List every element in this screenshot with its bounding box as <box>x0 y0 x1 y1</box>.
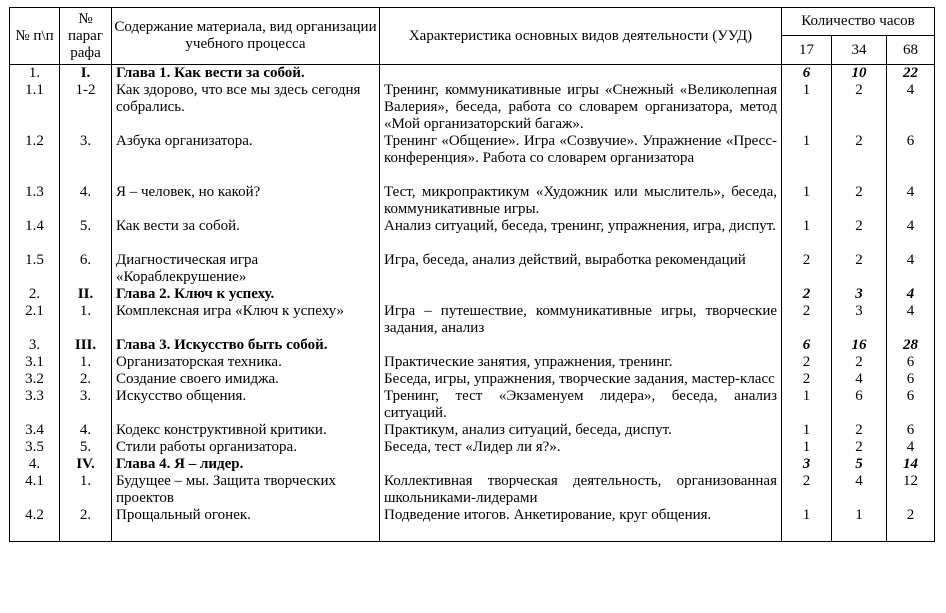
header-hours-17: 17 <box>782 36 832 65</box>
row-paragraph: 1. <box>60 354 112 371</box>
row-content: Стили работы организатора. <box>112 439 380 456</box>
row-hours-34: 2 <box>832 82 887 133</box>
header-number: № п\п <box>10 8 60 65</box>
row-hours-17: 1 <box>782 184 832 218</box>
row-hours-34: 4 <box>832 371 887 388</box>
row-characteristics: Практикум, анализ ситуаций, беседа, диспут. <box>380 422 782 439</box>
row-content: Прощальный огонек. <box>112 507 380 541</box>
row-paragraph: 1-2 <box>60 82 112 133</box>
row-content: Искусство общения. <box>112 388 380 422</box>
row-hours-34: 6 <box>832 388 887 422</box>
row-number: 3.5 <box>10 439 60 456</box>
row-characteristics <box>380 337 782 354</box>
row-number: 3.3 <box>10 388 60 422</box>
row-characteristics <box>380 456 782 473</box>
row-number: 3.4 <box>10 422 60 439</box>
row-content: Создание своего имиджа. <box>112 371 380 388</box>
row-hours-34: 2 <box>832 133 887 184</box>
plan-table-wrapper <box>9 7 935 542</box>
table-row <box>10 184 935 218</box>
row-hours-17: 2 <box>782 303 832 337</box>
header-content: Содержание материала, вид организации учебного процесса <box>112 8 380 65</box>
row-hours-34: 3 <box>832 303 887 337</box>
row-content: Диагностическая игра «Кораблекрушение» <box>112 252 380 286</box>
row-content: Как вести за собой. <box>112 218 380 252</box>
table-row <box>10 388 935 422</box>
header-hours-34: 34 <box>832 36 887 65</box>
row-characteristics: Анализ ситуаций, беседа, тренинг, упражнения, игра, диспут. <box>380 218 782 252</box>
row-content: Будущее – мы. Защита творческих проектов <box>112 473 380 507</box>
row-hours-17: 1 <box>782 388 832 422</box>
table-row <box>10 371 935 388</box>
table-row <box>10 473 935 507</box>
row-paragraph: IV. <box>60 456 112 473</box>
row-hours-68: 6 <box>887 422 935 439</box>
table-header <box>10 8 935 65</box>
row-hours-68: 6 <box>887 371 935 388</box>
row-characteristics: Коллективная творческая деятельность, организованная школьниками-лидерами <box>380 473 782 507</box>
table-row <box>10 354 935 371</box>
row-number: 1.1 <box>10 82 60 133</box>
row-number: 1.5 <box>10 252 60 286</box>
row-paragraph: 4. <box>60 184 112 218</box>
row-content: Я – человек, но какой? <box>112 184 380 218</box>
row-paragraph: I. <box>60 65 112 83</box>
row-content: Глава 3. Искусство быть собой. <box>112 337 380 354</box>
row-hours-17: 2 <box>782 286 832 303</box>
row-content: Глава 4. Я – лидер. <box>112 456 380 473</box>
row-hours-34: 5 <box>832 456 887 473</box>
row-hours-34: 2 <box>832 184 887 218</box>
row-hours-34: 4 <box>832 473 887 507</box>
row-content: Кодекс конструктивной критики. <box>112 422 380 439</box>
row-hours-17: 2 <box>782 354 832 371</box>
row-number: 4. <box>10 456 60 473</box>
row-characteristics: Беседа, игры, упражнения, творческие задания, мастер-класс <box>380 371 782 388</box>
row-hours-34: 16 <box>832 337 887 354</box>
row-hours-34: 1 <box>832 507 887 541</box>
row-hours-68: 4 <box>887 439 935 456</box>
row-paragraph: 4. <box>60 422 112 439</box>
row-characteristics: Игра – путешествие, коммуникативные игры, творческие задания, анализ <box>380 303 782 337</box>
row-content: Глава 1. Как вести за собой. <box>112 65 380 83</box>
row-hours-68: 2 <box>887 507 935 541</box>
row-hours-68: 6 <box>887 354 935 371</box>
row-hours-68: 6 <box>887 133 935 184</box>
header-characteristics: Характеристика основных видов деятельности (УУД) <box>380 8 782 65</box>
row-number: 3. <box>10 337 60 354</box>
row-content: Азбука организатора. <box>112 133 380 184</box>
row-paragraph: 1. <box>60 473 112 507</box>
row-hours-34: 2 <box>832 422 887 439</box>
header-hours: Количество часов <box>782 8 935 36</box>
row-paragraph: II. <box>60 286 112 303</box>
row-paragraph: III. <box>60 337 112 354</box>
row-paragraph: 2. <box>60 507 112 541</box>
row-paragraph: 6. <box>60 252 112 286</box>
row-hours-17: 3 <box>782 456 832 473</box>
table-row <box>10 303 935 337</box>
row-number: 2. <box>10 286 60 303</box>
row-characteristics: Тренинг, коммуникативные игры «Снежный «Великолепная Валерия», беседа, работа со словарем организатора, метод «Мой организаторский багаж». <box>380 82 782 133</box>
row-hours-17: 1 <box>782 507 832 541</box>
row-hours-17: 1 <box>782 133 832 184</box>
row-hours-68: 4 <box>887 303 935 337</box>
row-number: 1.3 <box>10 184 60 218</box>
row-hours-17: 2 <box>782 371 832 388</box>
row-hours-17: 2 <box>782 252 832 286</box>
chapter-row <box>10 286 935 303</box>
row-hours-68: 6 <box>887 388 935 422</box>
table-row <box>10 133 935 184</box>
row-paragraph: 3. <box>60 388 112 422</box>
row-number: 1.4 <box>10 218 60 252</box>
row-hours-34: 3 <box>832 286 887 303</box>
row-paragraph: 2. <box>60 371 112 388</box>
header-paragraph: № параг рафа <box>60 8 112 65</box>
row-number: 2.1 <box>10 303 60 337</box>
row-hours-68: 4 <box>887 184 935 218</box>
row-content: Организаторская техника. <box>112 354 380 371</box>
table-row <box>10 82 935 133</box>
row-content: Глава 2. Ключ к успеху. <box>112 286 380 303</box>
thematic-plan-table <box>9 7 935 542</box>
row-characteristics: Беседа, тест «Лидер ли я?». <box>380 439 782 456</box>
chapter-row <box>10 65 935 83</box>
row-hours-68: 4 <box>887 252 935 286</box>
table-row <box>10 422 935 439</box>
table-row <box>10 507 935 541</box>
row-characteristics: Тест, микропрактикум «Художник или мыслитель», беседа, коммуникативные игры. <box>380 184 782 218</box>
row-hours-17: 1 <box>782 82 832 133</box>
table-row <box>10 439 935 456</box>
row-paragraph: 1. <box>60 303 112 337</box>
row-content: Как здорово, что все мы здесь сегодня собрались. <box>112 82 380 133</box>
row-hours-17: 6 <box>782 65 832 83</box>
chapter-row <box>10 337 935 354</box>
row-hours-68: 4 <box>887 82 935 133</box>
row-number: 4.2 <box>10 507 60 541</box>
row-hours-68: 22 <box>887 65 935 83</box>
chapter-row <box>10 456 935 473</box>
table-row <box>10 218 935 252</box>
row-number: 1. <box>10 65 60 83</box>
row-characteristics: Игра, беседа, анализ действий, выработка рекомендаций <box>380 252 782 286</box>
row-paragraph: 5. <box>60 439 112 456</box>
row-hours-17: 2 <box>782 473 832 507</box>
row-number: 4.1 <box>10 473 60 507</box>
row-hours-68: 14 <box>887 456 935 473</box>
row-paragraph: 5. <box>60 218 112 252</box>
row-number: 3.2 <box>10 371 60 388</box>
row-hours-17: 6 <box>782 337 832 354</box>
row-hours-17: 1 <box>782 439 832 456</box>
row-hours-17: 1 <box>782 218 832 252</box>
row-paragraph: 3. <box>60 133 112 184</box>
row-hours-34: 2 <box>832 218 887 252</box>
row-characteristics <box>380 65 782 83</box>
row-number: 1.2 <box>10 133 60 184</box>
row-characteristics: Подведение итогов. Анкетирование, круг общения. <box>380 507 782 541</box>
row-hours-34: 2 <box>832 252 887 286</box>
row-characteristics: Тренинг «Общение». Игра «Созвучие». Упражнение «Пресс-конференция». Работа со словарем организатора <box>380 133 782 184</box>
row-hours-68: 4 <box>887 286 935 303</box>
row-characteristics <box>380 286 782 303</box>
row-characteristics: Тренинг, тест «Экзаменуем лидера», беседа, анализ ситуаций. <box>380 388 782 422</box>
row-content: Комплексная игра «Ключ к успеху» <box>112 303 380 337</box>
row-hours-17: 1 <box>782 422 832 439</box>
row-hours-68: 4 <box>887 218 935 252</box>
header-hours-68: 68 <box>887 36 935 65</box>
table-row <box>10 252 935 286</box>
row-hours-34: 2 <box>832 439 887 456</box>
row-hours-68: 12 <box>887 473 935 507</box>
row-hours-34: 10 <box>832 65 887 83</box>
table-body <box>10 65 935 542</box>
row-hours-68: 28 <box>887 337 935 354</box>
row-number: 3.1 <box>10 354 60 371</box>
row-characteristics: Практические занятия, упражнения, тренинг. <box>380 354 782 371</box>
row-hours-34: 2 <box>832 354 887 371</box>
